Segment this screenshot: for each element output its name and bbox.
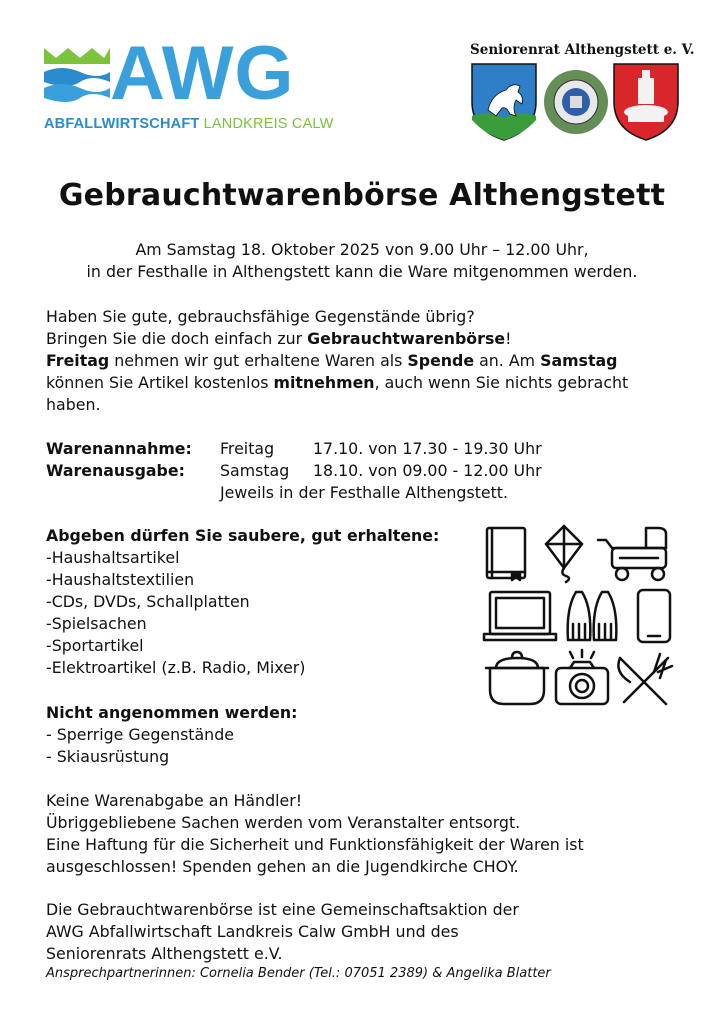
note-line: Übriggebliebene Sachen werden vom Veranstalter entsorgt.: [46, 813, 521, 832]
flippers-icon: [568, 592, 617, 640]
accepted-heading: Abgeben dürfen Sie saubere, gut erhaltene:: [46, 526, 440, 545]
para1-line4: [46, 372, 628, 394]
schedule-row1-day: Freitag: [220, 439, 275, 458]
para1-l2a: Bringen Sie die doch einfach zur: [46, 329, 308, 348]
note-line: Keine Warenabgabe an Händler!: [46, 791, 303, 810]
contact-line: Ansprechpartnerinnen: Cornelia Bender (Tel.: 07051 2389) & Angelika Blatter: [46, 966, 551, 981]
para1-l4c: , auch wenn Sie nichts gebracht: [374, 373, 629, 392]
para1-l4a: können Sie Artikel kostenlos: [46, 373, 274, 392]
para1-line2: [46, 328, 511, 350]
intro-line-1: Am Samstag 18. Oktober 2025 von 9.00 Uhr – 12.00 Uhr,: [135, 240, 589, 259]
stroller-icon: [598, 528, 666, 580]
schedule-row1-label: Warenannahme:: [46, 439, 192, 458]
camera-icon: [556, 650, 608, 704]
para1-l2b: Gebrauchtwarenbörse: [307, 329, 506, 348]
kite-icon: [546, 526, 582, 582]
awg-subtitle: [44, 116, 334, 132]
book-icon: [487, 528, 525, 580]
rejected-item: - Skiausrüstung: [46, 747, 170, 766]
note-line: ausgeschlossen! Spenden gehen an die Jugendkirche CHOY.: [46, 857, 519, 876]
intro-line-2: in der Festhalle in Althengstett kann die Ware mitgenommen werden.: [86, 262, 638, 281]
note-line: Eine Haftung für die Sicherheit und Funktionsfähigkeit der Waren ist: [46, 835, 584, 854]
para1-l4b: mitnehmen: [273, 373, 375, 392]
schedule-row2-day: Samstag: [220, 461, 290, 480]
icon-grid: [482, 522, 674, 710]
para1-l3d: an. Am: [474, 351, 541, 370]
awg-waves-icon: [44, 42, 114, 112]
accepted-item: -Haushaltstextilien: [46, 570, 195, 589]
page-title: Gebrauchtwarenbörse Althengstett: [58, 178, 666, 213]
accepted-item: -Elektroartikel (z.B. Radio, Mixer): [46, 658, 306, 677]
cooking-pot-icon: [486, 652, 548, 704]
seniorenrat-title: Seniorenrat Althengstett e. V.: [470, 42, 695, 58]
awg-subtitle-part1: ABFALLWIRTSCHAFT: [44, 116, 200, 132]
closing-line: Die Gebrauchtwarenbörse ist eine Gemeinschaftsaktion der: [46, 900, 519, 919]
para1-line3: [46, 350, 617, 372]
accepted-item: -Spielsachen: [46, 614, 147, 633]
awg-subtitle-part2: LANDKREIS CALW: [203, 116, 334, 132]
schedule-row2-time: 18.10. von 09.00 - 12.00 Uhr: [313, 461, 542, 480]
coat-of-arms-icon: [466, 60, 686, 144]
para1-l3e: Samstag: [540, 351, 618, 370]
awg-logo: [44, 31, 334, 140]
schedule-row2-label: Warenausgabe:: [46, 461, 185, 480]
schedule-row1-time: 17.10. von 17.30 - 19.30 Uhr: [313, 439, 542, 458]
smartphone-icon: [638, 590, 670, 642]
awg-wordmark: AWG: [110, 31, 295, 116]
cutlery-icon: [618, 654, 672, 704]
accepted-item: -Sportartikel: [46, 636, 144, 655]
para1-l3b: nehmen wir gut erhaltene Waren als: [109, 351, 408, 370]
schedule-note: Jeweils in der Festhalle Althengstett.: [220, 483, 509, 502]
laptop-icon: [484, 592, 556, 640]
para1-line5: haben.: [46, 395, 101, 414]
para1-l2c: !: [505, 329, 512, 348]
closing-line: Seniorenrats Althengstett e.V.: [46, 944, 283, 963]
para1-l3c: Spende: [407, 351, 475, 370]
rejected-heading: Nicht angenommen werden:: [46, 703, 298, 722]
closing-line: AWG Abfallwirtschaft Landkreis Calw GmbH und des: [46, 922, 459, 941]
para1-l3a: Freitag: [46, 351, 110, 370]
seniorenrat-logo: [466, 42, 695, 142]
para1-line1: Haben Sie gute, gebrauchsfähige Gegenstände übrig?: [46, 307, 475, 326]
accepted-item: -CDs, DVDs, Schallplatten: [46, 592, 250, 611]
accepted-item: -Haushaltsartikel: [46, 548, 180, 567]
rejected-item: - Sperrige Gegenstände: [46, 725, 234, 744]
